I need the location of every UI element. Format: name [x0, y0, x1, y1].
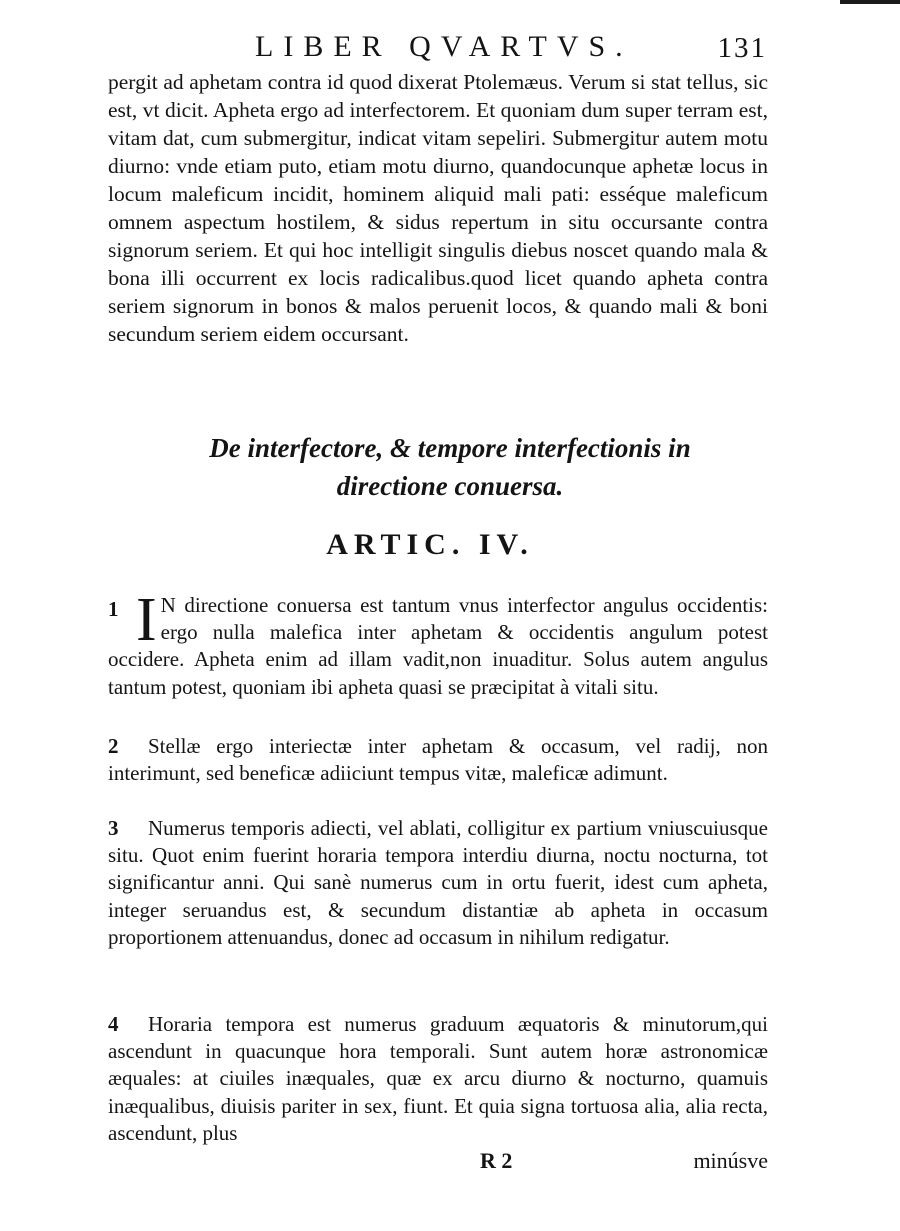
corner-rule [840, 0, 900, 4]
paragraph-text: N directione conuersa est tantum vnus interfector angulus occidentis: ergo nulla malefica inter aphetam & occidentis angulum potest occidere. Apheta enim ad illam vadit,non inuaditur. Solus autem angulus tantum potest, quoniam ibi apheta quasi se præcipitat à vitali situ. [108, 593, 768, 699]
paragraph-3 [108, 815, 768, 951]
paragraph-1 [108, 586, 768, 701]
article-label: ARTIC. IV. [326, 528, 534, 561]
section-heading [130, 429, 770, 505]
running-head [255, 30, 775, 70]
page-number: 131 [717, 32, 767, 64]
paragraph-text: Numerus temporis adiecti, vel ablati, colligitur ex partium vniuscuiusque situ. Quot enim fuerint horaria tempora interdiu diurna, noctu nocturna, tot significantur anni. Qui sanè numerus cum in ortu fuerit, idest cum apheta, integer seruandus est, & secundum distantiæ ab apheta in occasum proportionem attenuandus, donec ad occasum in nihilum redigatur. [108, 816, 768, 949]
paragraph-number: 4 [108, 1012, 119, 1036]
paragraph-number: 1 [108, 597, 119, 621]
paragraph-4 [108, 1011, 768, 1147]
paragraph-2 [108, 733, 768, 787]
page-footer [108, 1148, 768, 1178]
book-title: LIBER QVARTVS. [255, 30, 633, 63]
top-paragraph: pergit ad aphetam contra id quod dixerat Ptolemæus. Verum si stat tellus, sic est, vt dicit. Apheta ergo ad interfectorem. Et quoniam dum super terram est, vitam dat, cum submergitur, indicat vitam sepeliri. Submergitur autem motu diurno: vnde etiam puto, etiam motu diurno, quandocunque aphetæ locus in locum maleficum incidit, hominem aliquid mali pati: esséque maleficum omnem aspectum hostilem, & sidus repertum in situ occursante contra signorum seriem. Et qui hoc intelligit singulis diebus noscet quando mala & bona illi occurrent ex locis radicalibus.quod licet quando apheta contra seriem signorum in bonos & malos peruenit locos, & quando mali & boni secundum seriem eidem occursant. [108, 70, 768, 346]
paragraph-number: 2 [108, 734, 119, 758]
signature-mark: R 2 [480, 1148, 513, 1173]
section-heading-line-1: De interfectore, & tempore interfectionis in [209, 433, 691, 463]
paragraph-number: 3 [108, 816, 119, 840]
drop-cap: I [136, 586, 157, 654]
paragraph-text: Horaria tempora est numerus graduum æquatoris & minutorum,qui ascendunt in quacunque hora temporali. Sunt autem horæ astronomicæ æquales: at ciuiles inæquales, quæ ex arcu diurno & nocturno, quamuis inæqualibus, diuisis pariter in sex, fiunt. Et quia signa tortuosa alia, alia recta, ascendunt, plus [108, 1012, 768, 1145]
paragraph-text: Stellæ ergo interiectæ inter aphetam & occasum, vel radij, non interimunt, sed beneficæ adiiciunt tempus vitæ, maleficæ adimunt. [108, 734, 768, 786]
section-heading-line-2: directione conuersa. [336, 471, 564, 501]
catchword: minúsve [693, 1148, 768, 1173]
